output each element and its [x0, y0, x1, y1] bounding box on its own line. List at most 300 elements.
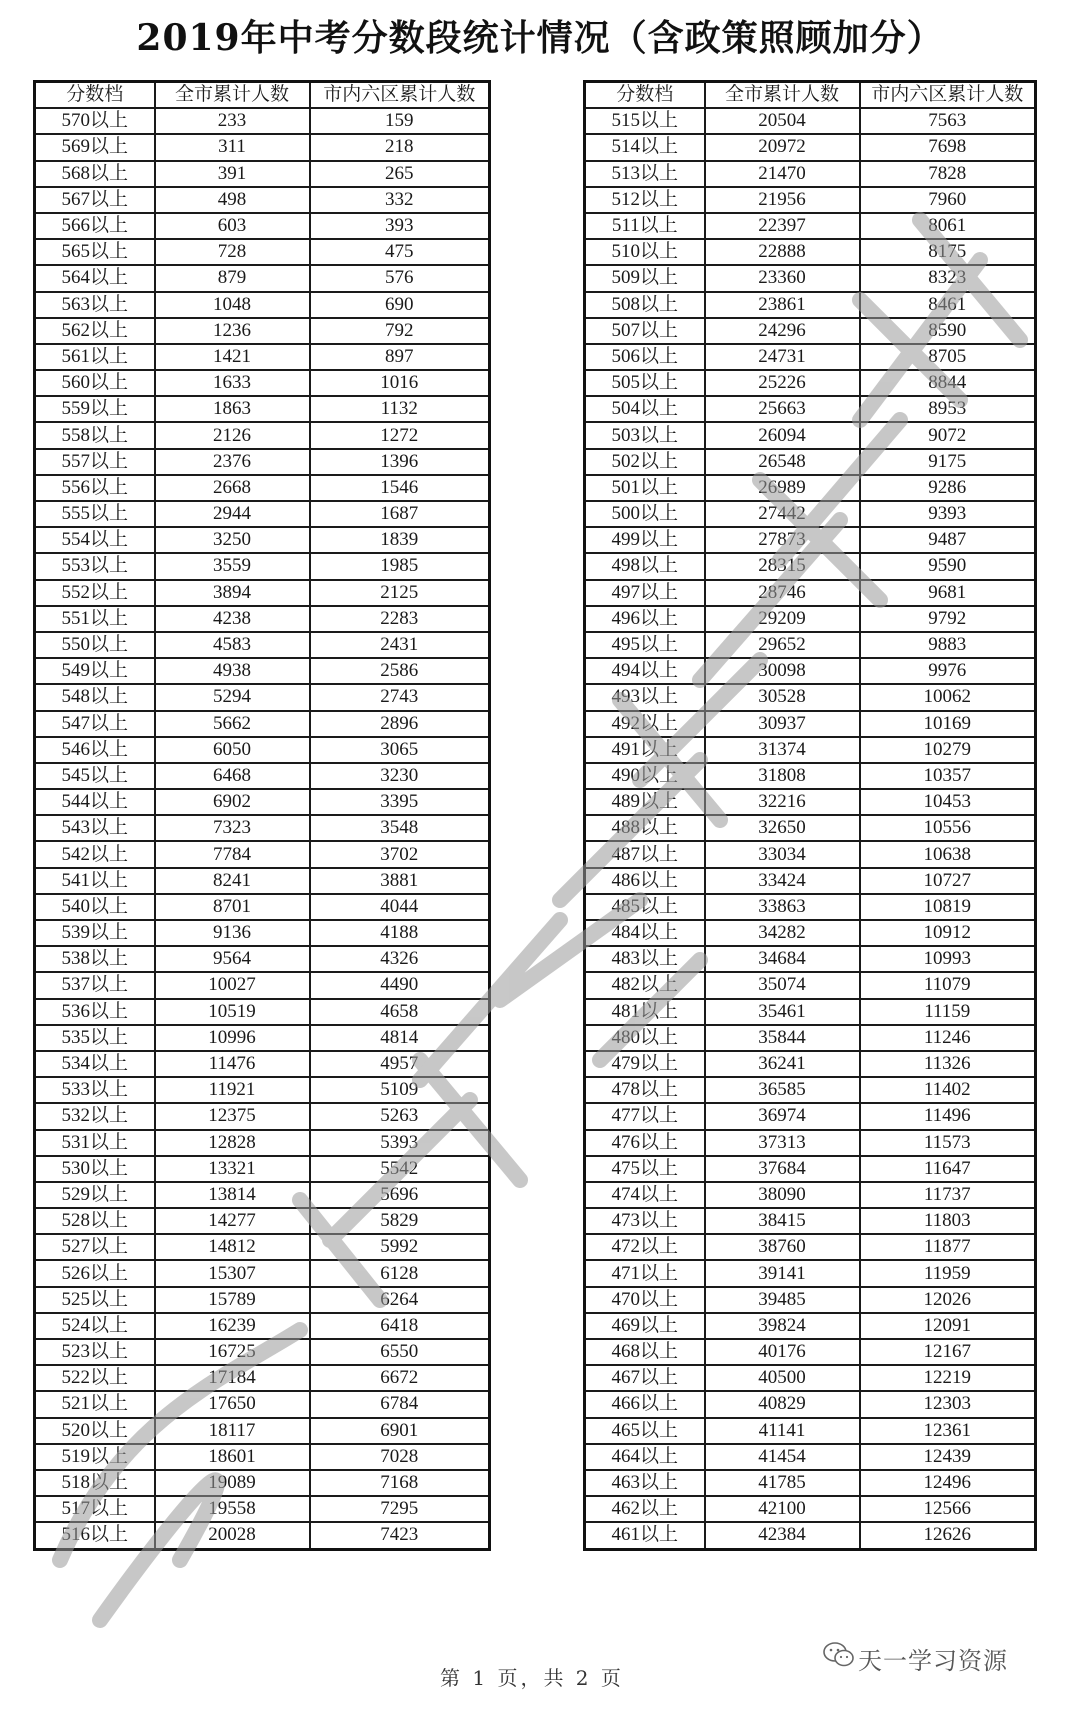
score-cell: 520以上 — [35, 1418, 155, 1444]
six-districts-total-cell: 10819 — [860, 894, 1036, 920]
city-total-cell: 30937 — [705, 711, 860, 737]
city-total-cell: 391 — [155, 161, 310, 187]
city-total-cell: 728 — [155, 239, 310, 265]
score-cell: 568以上 — [35, 161, 155, 187]
six-districts-total-cell: 6550 — [310, 1339, 490, 1365]
six-districts-total-cell: 12167 — [860, 1339, 1036, 1365]
score-cell: 537以上 — [35, 972, 155, 998]
score-cell: 558以上 — [35, 422, 155, 448]
city-total-cell: 15307 — [155, 1260, 310, 1286]
score-cell: 566以上 — [35, 213, 155, 239]
city-total-cell: 1863 — [155, 396, 310, 422]
six-districts-total-cell: 11496 — [860, 1103, 1036, 1129]
city-total-cell: 33863 — [705, 894, 860, 920]
city-total-cell: 30528 — [705, 684, 860, 710]
city-total-cell: 23360 — [705, 265, 860, 291]
city-total-cell: 10027 — [155, 972, 310, 998]
city-total-cell: 2944 — [155, 501, 310, 527]
score-cell: 524以上 — [35, 1313, 155, 1339]
table-row — [35, 344, 490, 370]
table-row — [35, 134, 490, 160]
city-total-cell: 41785 — [705, 1470, 860, 1496]
score-cell: 511以上 — [585, 213, 705, 239]
score-cell: 512以上 — [585, 187, 705, 213]
city-total-cell: 8241 — [155, 868, 310, 894]
score-cell: 461以上 — [585, 1522, 705, 1549]
table-row — [585, 1260, 1036, 1286]
table-row — [585, 841, 1036, 867]
six-districts-total-cell: 265 — [310, 161, 490, 187]
six-districts-total-cell: 9072 — [860, 422, 1036, 448]
table-row — [585, 684, 1036, 710]
city-total-cell: 6902 — [155, 789, 310, 815]
city-total-cell: 15789 — [155, 1287, 310, 1313]
city-total-cell: 41141 — [705, 1418, 860, 1444]
six-districts-total-cell: 9175 — [860, 449, 1036, 475]
table-row — [35, 318, 490, 344]
table-row — [35, 1365, 490, 1391]
table-row — [35, 841, 490, 867]
city-total-cell: 39485 — [705, 1287, 860, 1313]
six-districts-total-cell: 10357 — [860, 763, 1036, 789]
score-cell: 559以上 — [35, 396, 155, 422]
score-cell: 543以上 — [35, 815, 155, 841]
six-districts-total-cell: 6418 — [310, 1313, 490, 1339]
score-cell: 467以上 — [585, 1365, 705, 1391]
table-row — [35, 658, 490, 684]
table-row — [35, 972, 490, 998]
score-cell: 475以上 — [585, 1156, 705, 1182]
score-cell: 501以上 — [585, 475, 705, 501]
city-total-cell: 6468 — [155, 763, 310, 789]
city-total-cell: 36585 — [705, 1077, 860, 1103]
six-districts-total-cell: 10993 — [860, 946, 1036, 972]
city-total-cell: 14812 — [155, 1234, 310, 1260]
six-districts-total-cell: 12026 — [860, 1287, 1036, 1313]
six-districts-total-cell: 159 — [310, 108, 490, 134]
score-cell: 538以上 — [35, 946, 155, 972]
score-cell: 547以上 — [35, 711, 155, 737]
score-cell: 476以上 — [585, 1130, 705, 1156]
table-row — [585, 972, 1036, 998]
six-districts-total-cell: 5829 — [310, 1208, 490, 1234]
city-total-cell: 35074 — [705, 972, 860, 998]
score-cell: 503以上 — [585, 422, 705, 448]
city-total-cell: 12828 — [155, 1130, 310, 1156]
score-cell: 473以上 — [585, 1208, 705, 1234]
score-cell: 529以上 — [35, 1182, 155, 1208]
table-row — [35, 1130, 490, 1156]
city-total-cell: 28746 — [705, 580, 860, 606]
six-districts-total-cell: 6264 — [310, 1287, 490, 1313]
score-cell: 485以上 — [585, 894, 705, 920]
score-cell: 489以上 — [585, 789, 705, 815]
score-cell: 462以上 — [585, 1496, 705, 1522]
city-total-cell: 10519 — [155, 999, 310, 1025]
table-row — [585, 868, 1036, 894]
score-cell: 515以上 — [585, 108, 705, 134]
score-cell: 464以上 — [585, 1444, 705, 1470]
six-districts-total-cell: 7168 — [310, 1470, 490, 1496]
six-districts-total-cell: 9883 — [860, 632, 1036, 658]
city-total-cell: 17650 — [155, 1391, 310, 1417]
six-districts-total-cell: 10638 — [860, 841, 1036, 867]
table-row — [585, 370, 1036, 396]
score-cell: 490以上 — [585, 763, 705, 789]
city-total-cell: 24731 — [705, 344, 860, 370]
table-row — [585, 213, 1036, 239]
six-districts-total-cell: 10727 — [860, 868, 1036, 894]
six-districts-total-cell: 3702 — [310, 841, 490, 867]
city-total-cell: 19558 — [155, 1496, 310, 1522]
city-total-cell: 32650 — [705, 815, 860, 841]
city-total-cell: 7323 — [155, 815, 310, 841]
six-districts-total-cell: 9792 — [860, 606, 1036, 632]
score-cell: 556以上 — [35, 475, 155, 501]
city-total-cell: 31374 — [705, 737, 860, 763]
score-cell: 570以上 — [35, 108, 155, 134]
score-cell: 505以上 — [585, 370, 705, 396]
six-districts-total-cell: 4658 — [310, 999, 490, 1025]
score-cell: 526以上 — [35, 1260, 155, 1286]
score-cell: 565以上 — [35, 239, 155, 265]
six-districts-total-cell: 11079 — [860, 972, 1036, 998]
city-total-cell: 35461 — [705, 999, 860, 1025]
city-total-cell: 9136 — [155, 920, 310, 946]
score-cell: 465以上 — [585, 1418, 705, 1444]
six-districts-total-cell: 9393 — [860, 501, 1036, 527]
city-total-cell: 311 — [155, 134, 310, 160]
table-row — [585, 449, 1036, 475]
six-districts-total-cell: 10556 — [860, 815, 1036, 841]
six-districts-total-cell: 9590 — [860, 553, 1036, 579]
six-districts-total-cell: 10062 — [860, 684, 1036, 710]
six-districts-total-cell: 10279 — [860, 737, 1036, 763]
six-districts-total-cell: 8061 — [860, 213, 1036, 239]
table-row — [35, 292, 490, 318]
table-row — [585, 292, 1036, 318]
city-total-cell: 22888 — [705, 239, 860, 265]
city-total-cell: 38415 — [705, 1208, 860, 1234]
table-row — [35, 213, 490, 239]
table-row — [35, 1313, 490, 1339]
table-row — [585, 1496, 1036, 1522]
table-row — [35, 606, 490, 632]
city-total-cell: 31808 — [705, 763, 860, 789]
six-districts-total-cell: 1016 — [310, 370, 490, 396]
city-total-cell: 11476 — [155, 1051, 310, 1077]
city-total-cell: 3250 — [155, 527, 310, 553]
score-cell: 551以上 — [35, 606, 155, 632]
table-row — [585, 1130, 1036, 1156]
six-districts-total-cell: 3065 — [310, 737, 490, 763]
table-row — [35, 920, 490, 946]
six-districts-total-cell: 7960 — [860, 187, 1036, 213]
table-row — [35, 946, 490, 972]
score-cell: 552以上 — [35, 580, 155, 606]
table-row — [585, 1182, 1036, 1208]
six-districts-total-cell: 7563 — [860, 108, 1036, 134]
score-cell: 517以上 — [35, 1496, 155, 1522]
six-districts-total-cell: 2431 — [310, 632, 490, 658]
score-cell: 474以上 — [585, 1182, 705, 1208]
city-total-cell: 5294 — [155, 684, 310, 710]
six-districts-total-cell: 7423 — [310, 1522, 490, 1549]
table-row — [585, 815, 1036, 841]
city-total-cell: 20504 — [705, 108, 860, 134]
score-table-right-body — [585, 108, 1036, 1549]
city-total-cell: 13321 — [155, 1156, 310, 1182]
table-row — [585, 1313, 1036, 1339]
city-total-cell: 21470 — [705, 161, 860, 187]
table-row — [585, 1391, 1036, 1417]
score-cell: 561以上 — [35, 344, 155, 370]
six-districts-total-cell: 1132 — [310, 396, 490, 422]
city-total-cell: 13814 — [155, 1182, 310, 1208]
table-row — [35, 1522, 490, 1549]
table-row — [35, 370, 490, 396]
six-districts-total-cell: 332 — [310, 187, 490, 213]
six-districts-total-cell: 8175 — [860, 239, 1036, 265]
table-row — [585, 1365, 1036, 1391]
six-districts-total-cell: 4490 — [310, 972, 490, 998]
score-cell: 541以上 — [35, 868, 155, 894]
city-total-cell: 1633 — [155, 370, 310, 396]
table-row — [585, 658, 1036, 684]
city-total-cell: 25226 — [705, 370, 860, 396]
city-total-cell: 3894 — [155, 580, 310, 606]
city-total-cell: 3559 — [155, 553, 310, 579]
six-districts-total-cell: 1985 — [310, 553, 490, 579]
score-cell: 510以上 — [585, 239, 705, 265]
score-cell: 496以上 — [585, 606, 705, 632]
table-row — [35, 711, 490, 737]
table-row — [35, 1208, 490, 1234]
six-districts-total-cell: 11877 — [860, 1234, 1036, 1260]
table-row — [35, 475, 490, 501]
score-cell: 549以上 — [35, 658, 155, 684]
score-cell: 472以上 — [585, 1234, 705, 1260]
score-cell: 533以上 — [35, 1077, 155, 1103]
score-cell: 508以上 — [585, 292, 705, 318]
six-districts-total-cell: 576 — [310, 265, 490, 291]
city-total-cell: 29209 — [705, 606, 860, 632]
six-districts-total-cell: 10453 — [860, 789, 1036, 815]
score-cell: 466以上 — [585, 1391, 705, 1417]
table-row — [585, 318, 1036, 344]
score-cell: 519以上 — [35, 1444, 155, 1470]
score-cell: 553以上 — [35, 553, 155, 579]
score-cell: 546以上 — [35, 737, 155, 763]
city-total-cell: 41454 — [705, 1444, 860, 1470]
table-row — [35, 161, 490, 187]
six-districts-total-cell: 8844 — [860, 370, 1036, 396]
six-districts-total-cell: 4326 — [310, 946, 490, 972]
score-cell: 482以上 — [585, 972, 705, 998]
score-cell: 497以上 — [585, 580, 705, 606]
city-total-cell: 12375 — [155, 1103, 310, 1129]
score-table-right — [583, 80, 1037, 1551]
score-cell: 471以上 — [585, 1260, 705, 1286]
score-cell: 542以上 — [35, 841, 155, 867]
six-districts-total-cell: 11803 — [860, 1208, 1036, 1234]
six-districts-total-cell: 4957 — [310, 1051, 490, 1077]
score-cell: 477以上 — [585, 1103, 705, 1129]
six-districts-total-cell: 1839 — [310, 527, 490, 553]
city-total-cell: 20972 — [705, 134, 860, 160]
table-row — [35, 1418, 490, 1444]
score-cell: 468以上 — [585, 1339, 705, 1365]
table-row — [585, 946, 1036, 972]
table-row — [585, 1103, 1036, 1129]
table-row — [35, 1496, 490, 1522]
table-row — [585, 1208, 1036, 1234]
city-total-cell: 18601 — [155, 1444, 310, 1470]
table-row — [35, 553, 490, 579]
table-row — [35, 684, 490, 710]
table-row — [35, 396, 490, 422]
city-total-cell: 8701 — [155, 894, 310, 920]
table-row — [35, 1260, 490, 1286]
table-row — [35, 894, 490, 920]
city-total-cell: 39141 — [705, 1260, 860, 1286]
score-cell: 567以上 — [35, 187, 155, 213]
city-total-cell: 22397 — [705, 213, 860, 239]
city-total-cell: 23861 — [705, 292, 860, 318]
city-total-cell: 40176 — [705, 1339, 860, 1365]
six-districts-total-cell: 2586 — [310, 658, 490, 684]
six-districts-total-cell: 7295 — [310, 1496, 490, 1522]
city-total-cell: 40829 — [705, 1391, 860, 1417]
city-total-cell: 498 — [155, 187, 310, 213]
score-cell: 492以上 — [585, 711, 705, 737]
table-row — [585, 553, 1036, 579]
watermark-account-name: 天一学习资源 — [858, 1647, 1008, 1675]
score-cell: 536以上 — [35, 999, 155, 1025]
table-row — [585, 239, 1036, 265]
six-districts-total-cell: 4188 — [310, 920, 490, 946]
table-row — [35, 265, 490, 291]
score-cell: 539以上 — [35, 920, 155, 946]
city-total-cell: 27873 — [705, 527, 860, 553]
score-cell: 522以上 — [35, 1365, 155, 1391]
six-districts-total-cell: 1272 — [310, 422, 490, 448]
six-districts-total-cell: 12496 — [860, 1470, 1036, 1496]
table-row — [35, 737, 490, 763]
six-districts-total-cell: 6901 — [310, 1418, 490, 1444]
document-title: 2019年中考分数段统计情况（含政策照顾加分） — [136, 17, 944, 59]
city-total-cell: 40500 — [705, 1365, 860, 1391]
six-districts-total-cell: 5696 — [310, 1182, 490, 1208]
table-row — [35, 1051, 490, 1077]
six-districts-total-cell: 11737 — [860, 1182, 1036, 1208]
score-cell: 534以上 — [35, 1051, 155, 1077]
city-total-cell: 7784 — [155, 841, 310, 867]
six-districts-total-cell: 12566 — [860, 1496, 1036, 1522]
city-total-cell: 33424 — [705, 868, 860, 894]
score-cell: 480以上 — [585, 1025, 705, 1051]
city-total-cell: 16239 — [155, 1313, 310, 1339]
six-districts-total-cell: 3230 — [310, 763, 490, 789]
table-row — [35, 1025, 490, 1051]
table-row — [585, 1234, 1036, 1260]
city-total-cell: 879 — [155, 265, 310, 291]
table-row — [585, 501, 1036, 527]
score-cell: 562以上 — [35, 318, 155, 344]
six-districts-total-cell: 3548 — [310, 815, 490, 841]
city-total-cell: 26548 — [705, 449, 860, 475]
score-cell: 554以上 — [35, 527, 155, 553]
six-districts-total-cell: 9487 — [860, 527, 1036, 553]
six-districts-total-cell: 10912 — [860, 920, 1036, 946]
table-row — [585, 1339, 1036, 1365]
table-row — [35, 868, 490, 894]
table-row — [585, 999, 1036, 1025]
header-city-total: 全市累计人数 — [155, 82, 310, 109]
city-total-cell: 36241 — [705, 1051, 860, 1077]
table-row — [35, 1156, 490, 1182]
table-row — [585, 527, 1036, 553]
table-row — [35, 632, 490, 658]
score-cell: 507以上 — [585, 318, 705, 344]
city-total-cell: 37684 — [705, 1156, 860, 1182]
score-cell: 500以上 — [585, 501, 705, 527]
six-districts-total-cell: 6784 — [310, 1391, 490, 1417]
table-row — [585, 475, 1036, 501]
score-cell: 495以上 — [585, 632, 705, 658]
city-total-cell: 36974 — [705, 1103, 860, 1129]
six-districts-total-cell: 11159 — [860, 999, 1036, 1025]
city-total-cell: 10996 — [155, 1025, 310, 1051]
table-row — [585, 344, 1036, 370]
table-row — [35, 999, 490, 1025]
table-row — [585, 711, 1036, 737]
six-districts-total-cell: 6128 — [310, 1260, 490, 1286]
six-districts-total-cell: 218 — [310, 134, 490, 160]
six-districts-total-cell: 2125 — [310, 580, 490, 606]
city-total-cell: 42100 — [705, 1496, 860, 1522]
score-cell: 493以上 — [585, 684, 705, 710]
header-score: 分数档 — [35, 82, 155, 109]
six-districts-total-cell: 475 — [310, 239, 490, 265]
table-row — [585, 580, 1036, 606]
table-row — [585, 632, 1036, 658]
six-districts-total-cell: 2283 — [310, 606, 490, 632]
six-districts-total-cell: 690 — [310, 292, 490, 318]
table-row — [585, 1444, 1036, 1470]
table-row — [585, 187, 1036, 213]
six-districts-total-cell: 9976 — [860, 658, 1036, 684]
table-row — [35, 1287, 490, 1313]
six-districts-total-cell: 1546 — [310, 475, 490, 501]
header-score: 分数档 — [585, 82, 705, 109]
table-row — [35, 1182, 490, 1208]
city-total-cell: 2668 — [155, 475, 310, 501]
score-cell: 544以上 — [35, 789, 155, 815]
city-total-cell: 26094 — [705, 422, 860, 448]
six-districts-total-cell: 10169 — [860, 711, 1036, 737]
city-total-cell: 4938 — [155, 658, 310, 684]
six-districts-total-cell: 4814 — [310, 1025, 490, 1051]
city-total-cell: 2376 — [155, 449, 310, 475]
score-cell: 563以上 — [35, 292, 155, 318]
table-row — [585, 763, 1036, 789]
score-cell: 499以上 — [585, 527, 705, 553]
six-districts-total-cell: 5542 — [310, 1156, 490, 1182]
table-row — [35, 580, 490, 606]
score-cell: 491以上 — [585, 737, 705, 763]
table-row — [35, 108, 490, 134]
